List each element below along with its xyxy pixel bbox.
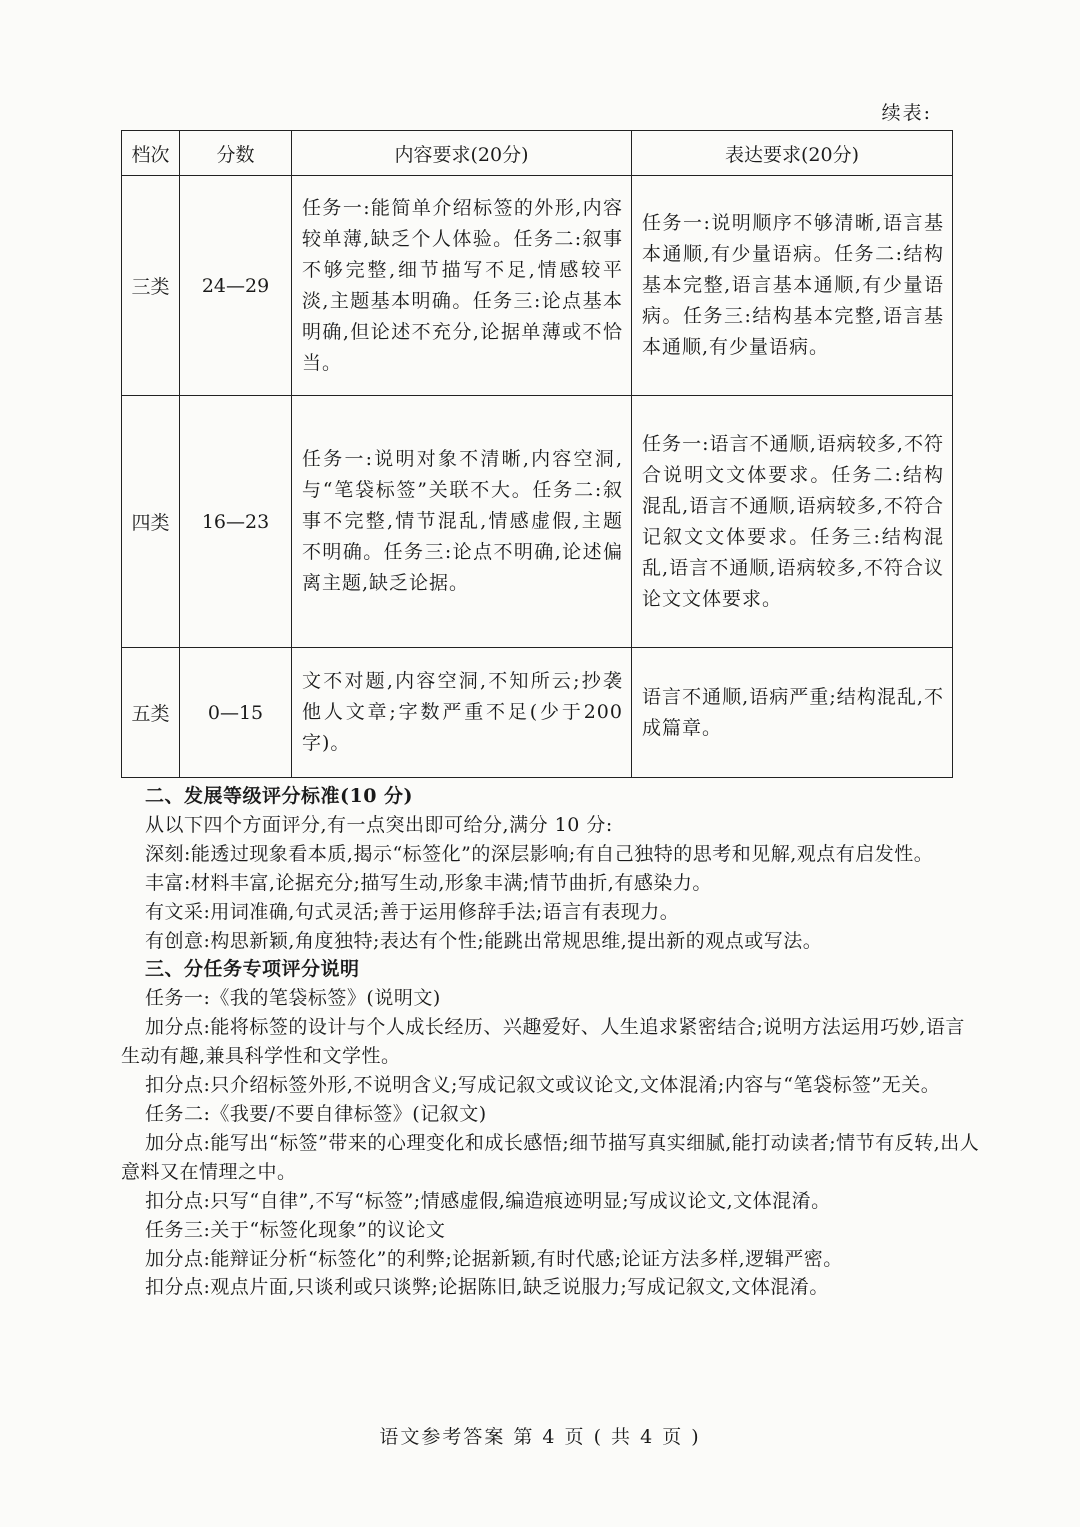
expression-requirement-cell: 任务一:说明顺序不够清晰,语言基本通顺,有少量语病。任务二:结构基本完整,语言基本通顺,有少量语病。任务三:结构基本完整,语言基本通顺,有少量语病。 [632, 176, 953, 396]
content-requirement-cell: 任务一:说明对象不清晰,内容空洞,与“笔袋标签”关联不大。任务二:叙事不完整,情节混乱,情感虚假,主题不明确。任务三:论点不明确,论述偏离主题,缺乏论据。 [292, 396, 632, 648]
criterion-literary-style: 有文采:用词准确,句式灵活;善于运用修辞手法;语言有表现力。 [145, 900, 680, 923]
scoring-notes [121, 782, 981, 1302]
header-score: 分数 [180, 131, 292, 176]
score-cell: 0—15 [180, 648, 292, 778]
task1-plus-points: 加分点:能将标签的设计与个人成长经历、兴趣爱好、人生追求紧密结合;说明方法运用巧妙,语言生动有趣,兼具科学性和文学性。 [121, 1016, 965, 1068]
continued-table-label: 续表: [881, 102, 932, 124]
content-requirement-cell: 文不对题,内容空洞,不知所云;抄袭他人文章;字数严重不足(少于200字)。 [292, 648, 632, 778]
score-cell: 16—23 [180, 396, 292, 648]
level-cell: 三类 [122, 176, 180, 396]
criterion-richness: 丰富:材料丰富,论据充分;描写生动,形象丰满;情节曲折,有感染力。 [145, 871, 712, 894]
level-cell: 四类 [122, 396, 180, 648]
grading-table [121, 130, 953, 778]
content-requirement-cell: 任务一:能简单介绍标签的外形,内容较单薄,缺乏个人体验。任务二:叙事不够完整,细节描写不足,情感较平淡,主题基本明确。任务三:论点基本明确,但论述不充分,论据单薄或不恰当。 [292, 176, 632, 396]
task2-minus-points: 扣分点:只写“自律”,不写“标签”;情感虚假,编造痕迹明显;写成议论文,文体混淆。 [145, 1189, 831, 1212]
page-footer: 语文参考答案 第 4 页 ( 共 4 页 ) [379, 1426, 701, 1448]
table-row [122, 176, 953, 396]
task2-plus-points: 加分点:能写出“标签”带来的心理变化和成长感悟;细节描写真实细腻,能打动读者;情节有反转,出人意料又在情理之中。 [121, 1131, 980, 1183]
table-row [122, 396, 953, 648]
section3-heading: 三、分任务专项评分说明 [145, 958, 360, 981]
section2-intro: 从以下四个方面评分,有一点突出即可给分,满分 10 分: [145, 813, 613, 836]
task1-title: 任务一:《我的笔袋标签》(说明文) [145, 987, 441, 1010]
expression-requirement-cell: 任务一:语言不通顺,语病较多,不符合说明文文体要求。任务二:结构混乱,语言不通顺,语病较多,不符合记叙文文体要求。任务三:结构混乱,语言不通顺,语病较多,不符合议论文文体要求。 [632, 396, 953, 648]
task1-minus-points: 扣分点:只介绍标签外形,不说明含义;写成记叙文或议论文,文体混淆;内容与“笔袋标签”无关。 [145, 1074, 941, 1097]
task3-minus-points: 扣分点:观点片面,只谈利或只谈弊;论据陈旧,缺乏说服力;写成记叙文,文体混淆。 [145, 1276, 829, 1299]
criterion-depth: 深刻:能透过现象看本质,揭示“标签化”的深层影响;有自己独特的思考和见解,观点有启发性。 [145, 842, 934, 865]
level-cell: 五类 [122, 648, 180, 778]
header-expression-requirement: 表达要求(20分) [632, 131, 953, 176]
score-cell: 24—29 [180, 176, 292, 396]
section2-heading: 二、发展等级评分标准(10 分) [145, 785, 414, 807]
table-header-row [122, 131, 953, 176]
task3-title: 任务三:关于“标签化现象”的议论文 [145, 1218, 446, 1241]
header-content-requirement: 内容要求(20分) [292, 131, 632, 176]
table-row [122, 648, 953, 778]
task3-plus-points: 加分点:能辩证分析“标签化”的利弊;论据新颖,有时代感;论证方法多样,逻辑严密。 [145, 1247, 843, 1270]
task2-title: 任务二:《我要/不要自律标签》(记叙文) [145, 1102, 487, 1125]
expression-requirement-cell: 语言不通顺,语病严重;结构混乱,不成篇章。 [632, 648, 953, 778]
header-level: 档次 [122, 131, 180, 176]
criterion-creativity: 有创意:构思新颖,角度独特;表达有个性;能跳出常规思维,提出新的观点或写法。 [145, 929, 823, 952]
